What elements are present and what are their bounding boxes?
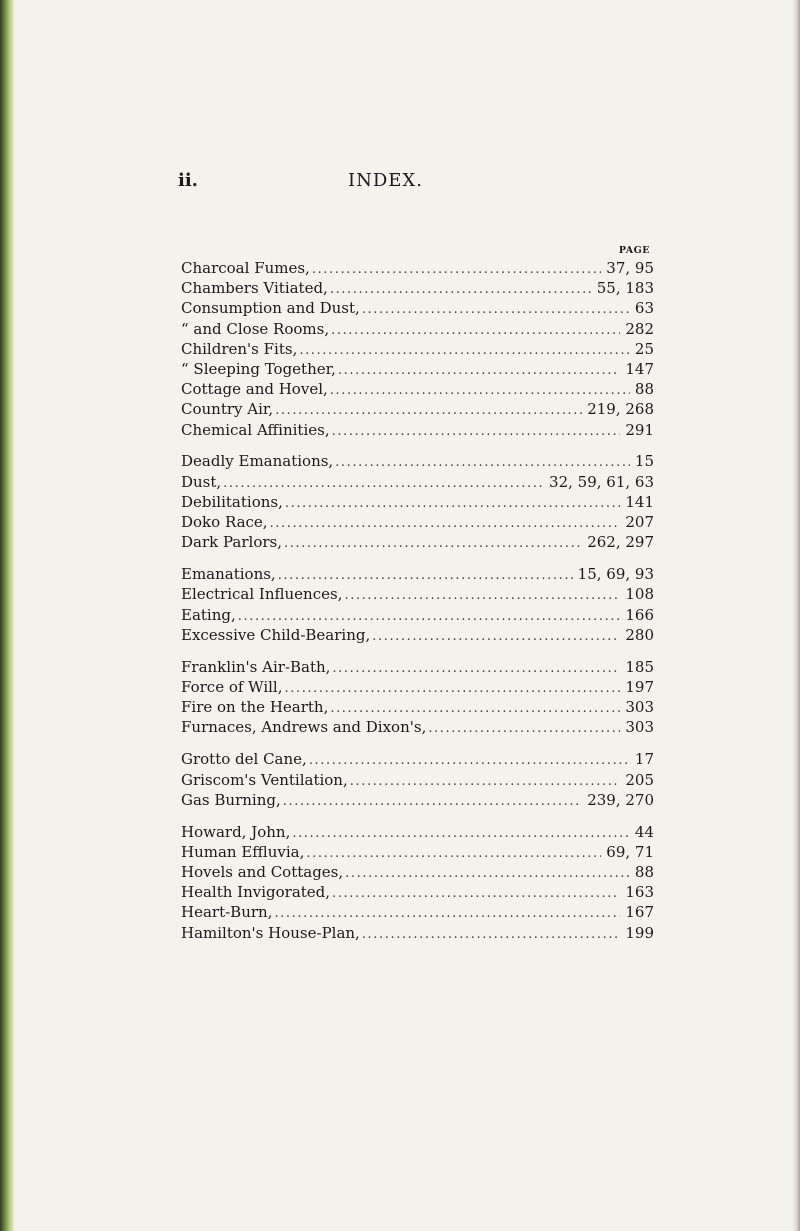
dot-leader [332, 884, 620, 904]
dot-leader [292, 824, 630, 844]
index-group [181, 564, 654, 645]
entry-pages: 55, 183 [596, 279, 654, 298]
dot-leader [335, 453, 630, 473]
book-binding-edge [0, 0, 14, 1231]
entry-pages: 25 [634, 339, 654, 358]
entry-pages: 166 [625, 605, 654, 624]
entry-pages: 15, 69, 93 [577, 565, 654, 584]
page-column-label: PAGE [618, 245, 650, 256]
index-entry [181, 842, 654, 862]
index-entry [181, 749, 654, 769]
index-entries [181, 258, 654, 955]
entry-term: Human Effluvia, [181, 842, 305, 861]
index-entry [181, 677, 654, 697]
entry-pages: 205 [625, 770, 654, 789]
dot-leader [285, 494, 621, 514]
entry-pages: 163 [625, 883, 654, 902]
entry-pages: 239, 270 [587, 790, 654, 809]
dot-leader [283, 792, 582, 812]
entry-term: Country Air, [181, 400, 274, 419]
index-entry [181, 882, 654, 902]
entry-pages: 69, 71 [606, 842, 654, 861]
entry-pages: 88 [634, 380, 654, 399]
page-right-edge [792, 0, 800, 1231]
entry-pages: 32, 59, 61, 63 [549, 472, 654, 491]
entry-pages: 219, 268 [587, 400, 654, 419]
entry-pages: 280 [625, 625, 654, 644]
page-header [178, 170, 648, 194]
index-entry [181, 790, 654, 810]
entry-pages: 262, 297 [587, 533, 654, 552]
dot-leader [330, 280, 592, 300]
dot-leader [345, 864, 630, 884]
dot-leader [428, 719, 620, 739]
entry-term: Gas Burning, [181, 790, 281, 809]
index-entry [181, 822, 654, 842]
index-entry [181, 492, 654, 512]
index-entry [181, 605, 654, 625]
dot-leader [362, 925, 621, 945]
dot-leader [278, 566, 573, 586]
index-entry [181, 923, 654, 943]
index-entry [181, 697, 654, 717]
index-entry [181, 717, 654, 737]
entry-pages: 63 [634, 299, 654, 318]
index-entry [181, 319, 654, 339]
dot-leader [285, 679, 621, 699]
dot-leader [330, 699, 620, 719]
entry-pages: 108 [625, 585, 654, 604]
dot-leader [330, 381, 630, 401]
entry-term: Excessive Child-Bearing, [181, 625, 371, 644]
dot-leader [309, 751, 630, 771]
entry-pages: 141 [625, 492, 654, 511]
index-entry [181, 298, 654, 318]
index-entry [181, 902, 654, 922]
index-entry [181, 657, 654, 677]
index-group [181, 258, 654, 440]
dot-leader [275, 401, 582, 421]
index-entry [181, 770, 654, 790]
entry-term: Heart-Burn, [181, 903, 273, 922]
entry-term: Children's Fits, [181, 339, 298, 358]
entry-term: Consumption and Dust, [181, 299, 360, 318]
running-title: INDEX. [348, 170, 423, 191]
dot-leader [223, 474, 544, 494]
entry-term: Charcoal Fumes, [181, 259, 310, 277]
index-group [181, 749, 654, 810]
index-entry [181, 278, 654, 298]
entry-pages: 197 [625, 677, 654, 696]
entry-pages: 303 [625, 718, 654, 737]
dot-leader [299, 341, 630, 361]
index-entry [181, 862, 654, 882]
entry-pages: 303 [625, 698, 654, 717]
dot-leader [362, 300, 630, 320]
entry-term: Chambers Vitiated, [181, 279, 328, 298]
index-entry [181, 472, 654, 492]
index-entry [181, 379, 654, 399]
index-entry [181, 258, 654, 278]
entry-term: Force of Will, [181, 677, 283, 696]
entry-term: Chemical Affinities, [181, 420, 330, 439]
entry-term: Franklin's Air-Bath, [181, 657, 331, 676]
dot-leader [274, 904, 620, 924]
dot-leader [332, 422, 621, 442]
index-entry [181, 359, 654, 379]
entry-term: Deadly Emanations, [181, 452, 334, 471]
entry-pages: 88 [634, 863, 654, 882]
entry-pages: 185 [625, 657, 654, 676]
entry-term: Hovels and Cottages, [181, 863, 344, 882]
index-entry [181, 451, 654, 471]
dot-leader [331, 321, 620, 341]
dot-leader [284, 534, 582, 554]
entry-term: “ and Close Rooms, [181, 319, 330, 338]
entry-term: Doko Race, [181, 513, 268, 532]
entry-term: Fire on the Hearth, [181, 698, 329, 717]
entry-pages: 167 [625, 903, 654, 922]
entry-pages: 17 [634, 750, 654, 769]
index-entry [181, 564, 654, 584]
index-group [181, 657, 654, 738]
entry-pages: 37, 95 [606, 259, 654, 277]
entry-term: Griscom's Ventilation, [181, 770, 348, 789]
entry-term: Eating, [181, 605, 236, 624]
entry-pages: 207 [625, 513, 654, 532]
entry-term: Furnaces, Andrews and Dixon's, [181, 718, 427, 737]
dot-leader [270, 514, 621, 534]
index-entry [181, 420, 654, 440]
dot-leader [332, 659, 620, 679]
page-number: ii. [178, 170, 198, 191]
entry-term: Electrical Influences, [181, 585, 343, 604]
dot-leader [338, 361, 620, 381]
dot-leader [350, 772, 621, 792]
entry-term: Howard, John, [181, 822, 291, 841]
entry-term: Health Invigorated, [181, 883, 331, 902]
entry-pages: 282 [625, 319, 654, 338]
entry-pages: 44 [634, 822, 654, 841]
entry-pages: 15 [634, 452, 654, 471]
index-entry [181, 339, 654, 359]
index-entry [181, 532, 654, 552]
entry-term: Emanations, [181, 565, 276, 584]
dot-leader [344, 586, 620, 606]
entry-pages: 291 [625, 420, 654, 439]
index-entry [181, 625, 654, 645]
entry-term: Dark Parlors, [181, 533, 282, 552]
dot-leader [306, 844, 601, 864]
entry-term: Debilitations, [181, 492, 283, 511]
index-entry [181, 399, 654, 419]
entry-pages: 147 [625, 359, 654, 378]
index-group [181, 451, 654, 552]
entry-term: Dust, [181, 472, 222, 491]
dot-leader [372, 627, 620, 647]
entry-term: Grotto del Cane, [181, 750, 307, 769]
dot-leader [238, 607, 621, 627]
entry-pages: 199 [625, 923, 654, 942]
index-entry [181, 512, 654, 532]
entry-term: “ Sleeping Together, [181, 359, 336, 378]
index-entry [181, 584, 654, 604]
entry-term: Hamilton's House-Plan, [181, 923, 360, 942]
index-group [181, 822, 654, 943]
dot-leader [312, 260, 601, 280]
entry-term: Cottage and Hovel, [181, 380, 328, 399]
